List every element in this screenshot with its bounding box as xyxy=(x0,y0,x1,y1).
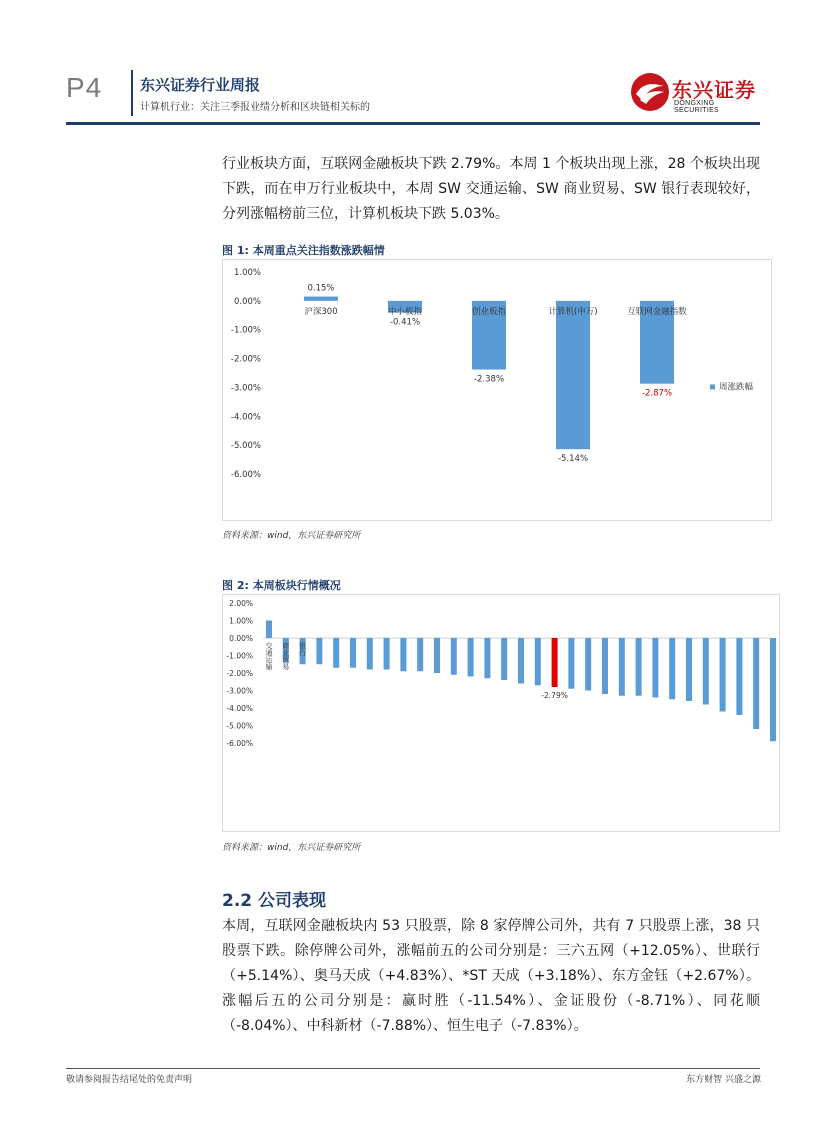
bar xyxy=(350,638,356,668)
figure2-source: 资料来源：wind，东兴证券研究所 xyxy=(222,843,361,853)
bar xyxy=(417,638,423,671)
y-tick-label: -3.00% xyxy=(230,383,261,394)
company-logo xyxy=(630,72,760,116)
bar xyxy=(720,638,726,712)
bar xyxy=(384,638,390,670)
bar xyxy=(316,638,322,664)
logo-mark-icon xyxy=(630,72,670,112)
y-tick-label: -5.00% xyxy=(230,441,261,452)
figure1-title: 图 1: 本周重点关注指数涨跌幅情 xyxy=(222,244,385,257)
bar xyxy=(652,638,658,698)
bar xyxy=(703,638,709,705)
section-paragraph: 本周，互联网金融板块内 53 只股票，除 8 家停牌公司外，共有 7 只股票上涨，38 只股票下跌。除停牌公司外，涨幅前五的公司分别是：三六五网（+12.05%）、世联行（+5.14%）、奥马天成（+4.83%）、*ST 天成（+3.18%）、东方金钰（+2.67%）。涨幅后五的公司分别是：赢时胜（-11.54%）、金证股份（-8.71%）、同花顺（-8.04%）、中科新材（-7.88%）、恒生电子（-7.83%）。 xyxy=(222,918,760,1034)
bar xyxy=(686,638,692,701)
bar xyxy=(451,638,457,675)
bar xyxy=(484,638,490,678)
category-label: 互联网金融指数 xyxy=(627,306,687,317)
figure1-source: 资料来源：wind，东兴证券研究所 xyxy=(222,531,361,541)
figure1-chart-frame xyxy=(222,259,772,521)
figure2-chart-frame xyxy=(222,594,780,832)
bar xyxy=(770,638,776,741)
legend-swatch xyxy=(710,384,715,389)
footer-disclaimer: 敬请参阅报告结尾处的免责声明 xyxy=(66,1075,193,1085)
category-label: 计算机(申万) xyxy=(548,306,598,317)
report-subtitle: 计算机行业：关注三季报业绩分析和区块链相关标的 xyxy=(140,102,370,113)
bar xyxy=(585,638,591,691)
figure1-chart xyxy=(223,260,771,520)
logo-text-cn: 东兴证券 xyxy=(672,78,756,102)
bar xyxy=(602,638,608,694)
data-label: -2.87% xyxy=(641,388,673,399)
data-label: -5.14% xyxy=(557,454,589,465)
category-label: 创业板指 xyxy=(471,306,507,317)
y-tick-label: -1.00% xyxy=(226,651,253,661)
footer-slogan: 东方财智 兴盛之源 xyxy=(686,1075,761,1085)
category-label: 商业贸易 xyxy=(281,642,290,670)
intro-paragraph: 行业板块方面，互联网金融板块下跌 2.79%。本周 1 个板块出现上涨，28 个板块出现下跌，而在申万行业板块中，本周 SW 交通运输、SW 商业贸易、SW 银行表现较好，分列涨幅榜前三位，计算机板块下跌 5.03%。 xyxy=(222,156,760,222)
header-divider xyxy=(131,70,133,116)
category-label: 中小板指 xyxy=(387,306,423,317)
data-label: 0.15% xyxy=(307,283,335,294)
bar xyxy=(669,638,675,699)
footer-rule xyxy=(66,1068,760,1069)
figure2-chart xyxy=(223,595,779,831)
y-tick-label: 2.00% xyxy=(229,599,253,608)
bar xyxy=(636,638,642,696)
figure2-title: 图 2: 本周板块行情概况 xyxy=(222,579,341,592)
y-tick-label: 0.00% xyxy=(233,296,261,307)
bar xyxy=(266,621,272,639)
bar xyxy=(333,638,339,668)
y-tick-label: -2.00% xyxy=(226,669,253,678)
y-tick-label: -4.00% xyxy=(230,412,261,423)
bar xyxy=(535,638,541,685)
bar xyxy=(619,638,625,696)
category-label: 沪深300 xyxy=(304,306,338,317)
logo-text-en: DONGXING SECURITIES xyxy=(674,100,720,114)
report-title: 东兴证券行业周报 xyxy=(140,76,261,94)
category-label: 交通运输 xyxy=(265,642,273,670)
bar xyxy=(753,638,759,729)
y-tick-label: -6.00% xyxy=(226,739,253,748)
bar xyxy=(304,297,338,301)
y-tick-label: -1.00% xyxy=(230,325,261,336)
page-number: P4 xyxy=(66,72,103,103)
data-label: -2.79% xyxy=(541,691,568,700)
y-tick-label: -2.00% xyxy=(230,354,261,365)
category-label: 银行 xyxy=(298,642,307,656)
bar xyxy=(568,638,574,689)
section-title: 2.2 公司表现 xyxy=(222,891,327,911)
y-tick-label: 0.00% xyxy=(229,634,253,643)
bar xyxy=(367,638,373,670)
bar xyxy=(552,638,558,687)
y-tick-label: -5.00% xyxy=(226,721,253,731)
y-tick-label: -6.00% xyxy=(230,470,261,480)
data-label: -0.41% xyxy=(389,317,421,328)
legend-label: 周涨跌幅 xyxy=(719,382,754,393)
bar xyxy=(400,638,406,671)
bar xyxy=(468,638,474,677)
y-tick-label: -4.00% xyxy=(226,704,253,713)
header-rule xyxy=(66,122,760,125)
y-tick-label: 1.00% xyxy=(229,616,253,626)
bar xyxy=(501,638,507,680)
bar xyxy=(434,638,440,673)
bar xyxy=(736,638,742,715)
bar xyxy=(556,301,590,449)
y-tick-label: -3.00% xyxy=(226,686,253,696)
y-tick-label: 1.00% xyxy=(233,268,261,278)
bar xyxy=(518,638,524,684)
data-label: -2.38% xyxy=(473,374,505,385)
